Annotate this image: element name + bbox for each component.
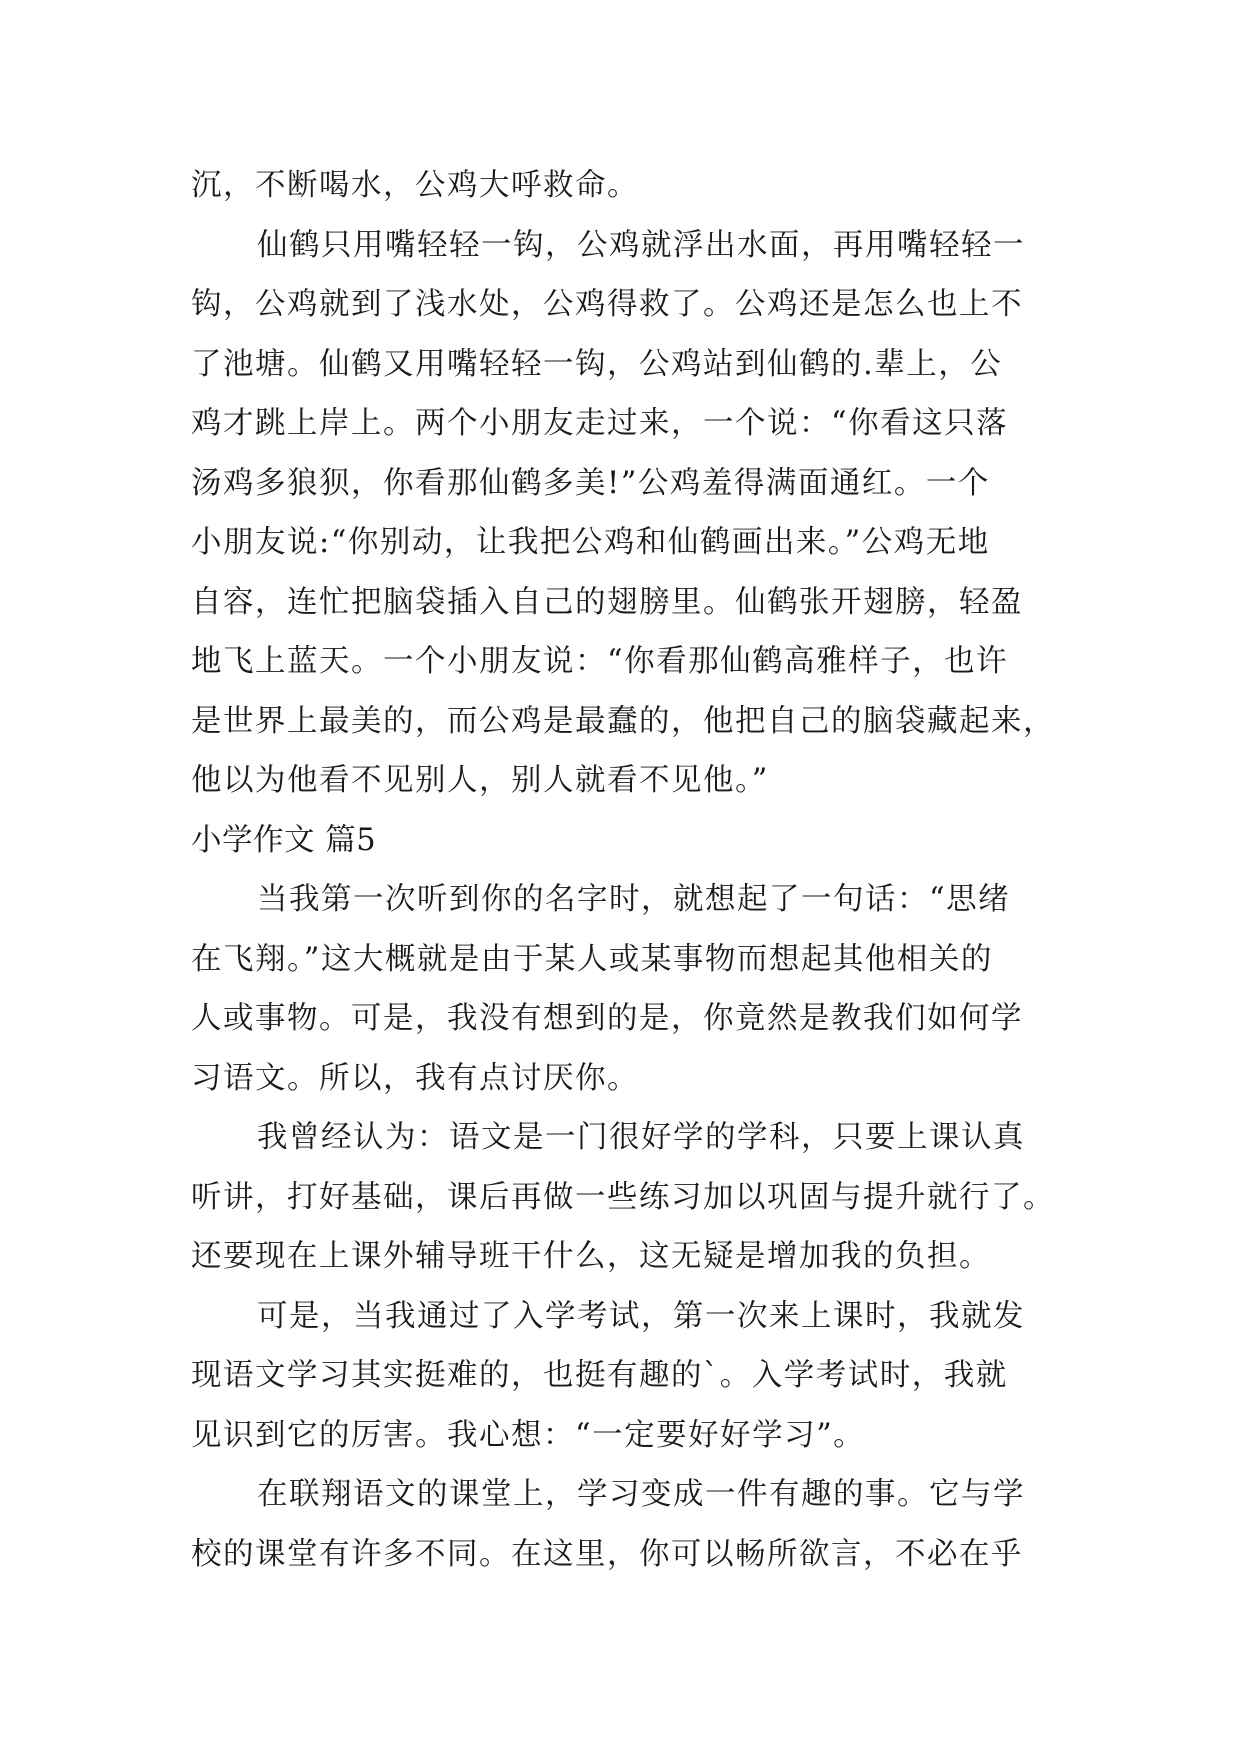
text-line: 在飞翔。”这大概就是由于某人或某事物而想起其他相关的 bbox=[191, 941, 993, 977]
text-line: 小朋友说:“你别动，让我把公鸡和仙鹤画出来。”公鸡无地 bbox=[191, 525, 990, 560]
text-line: 他以为他看不见别人，别人就看不见他。” bbox=[191, 763, 769, 798]
text-line: 了池塘。仙鹤又用嘴轻轻一钩，公鸡站到仙鹤的.辈上，公 bbox=[191, 346, 1003, 382]
text-line: 现语文学习其实挺难的，也挺有趣的`。入学考试时，我就 bbox=[191, 1358, 1008, 1393]
text-line: 习语文。所以，我有点讨厌你。 bbox=[191, 1060, 639, 1096]
text-line: 地飞上蓝天。一个小朋友说：“你看那仙鹤高雅样子，也许 bbox=[191, 644, 1009, 679]
text-line: 自容，连忙把脑袋插入自己的翅膀里。仙鹤张开翅膀，轻盈 bbox=[191, 584, 1023, 620]
text-line: 当我第一次听到你的名字时，就想起了一句话：“思绪 bbox=[257, 882, 1011, 917]
text-line: 校的课堂有许多不同。在这里，你可以畅所欲言，不必在乎 bbox=[191, 1536, 1023, 1572]
section-heading: 小学作文 篇5 bbox=[191, 822, 377, 858]
text-line: 仙鹤只用嘴轻轻一钩，公鸡就浮出水面，再用嘴轻轻一 bbox=[257, 227, 1025, 263]
text-line: 钩，公鸡就到了浅水处，公鸡得救了。公鸡还是怎么也上不 bbox=[191, 287, 1023, 322]
text-line: 汤鸡多狼狈，你看那仙鹤多美!”公鸡羞得满面通红。一个 bbox=[191, 465, 990, 501]
text-line: 听讲，打好基础，课后再做一些练习加以巩固与提升就行了。 bbox=[191, 1179, 1055, 1215]
text-line: 人或事物。可是，我没有想到的是，你竟然是教我们如何学 bbox=[191, 1001, 1023, 1036]
text-line: 沉，不断喝水，公鸡大呼救命。 bbox=[191, 168, 639, 203]
text-line: 是世界上最美的，而公鸡是最蠢的，他把自己的脑袋藏起来， bbox=[191, 703, 1055, 739]
text-line: 在联翔语文的课堂上，学习变成一件有趣的事。它与学 bbox=[257, 1477, 1025, 1512]
text-line: 还要现在上课外辅导班干什么，这无疑是增加我的负担。 bbox=[191, 1239, 991, 1274]
text-line: 见识到它的厉害。我心想：“一定要好好学习”。 bbox=[191, 1417, 866, 1453]
document-body bbox=[191, 156, 1061, 1584]
text-line: 鸡才跳上岸上。两个小朋友走过来，一个说：“你看这只落 bbox=[191, 406, 1009, 441]
text-line: 可是，当我通过了入学考试，第一次来上课时，我就发 bbox=[257, 1298, 1025, 1334]
text-line: 我曾经认为：语文是一门很好学的学科，只要上课认真 bbox=[257, 1120, 1025, 1155]
